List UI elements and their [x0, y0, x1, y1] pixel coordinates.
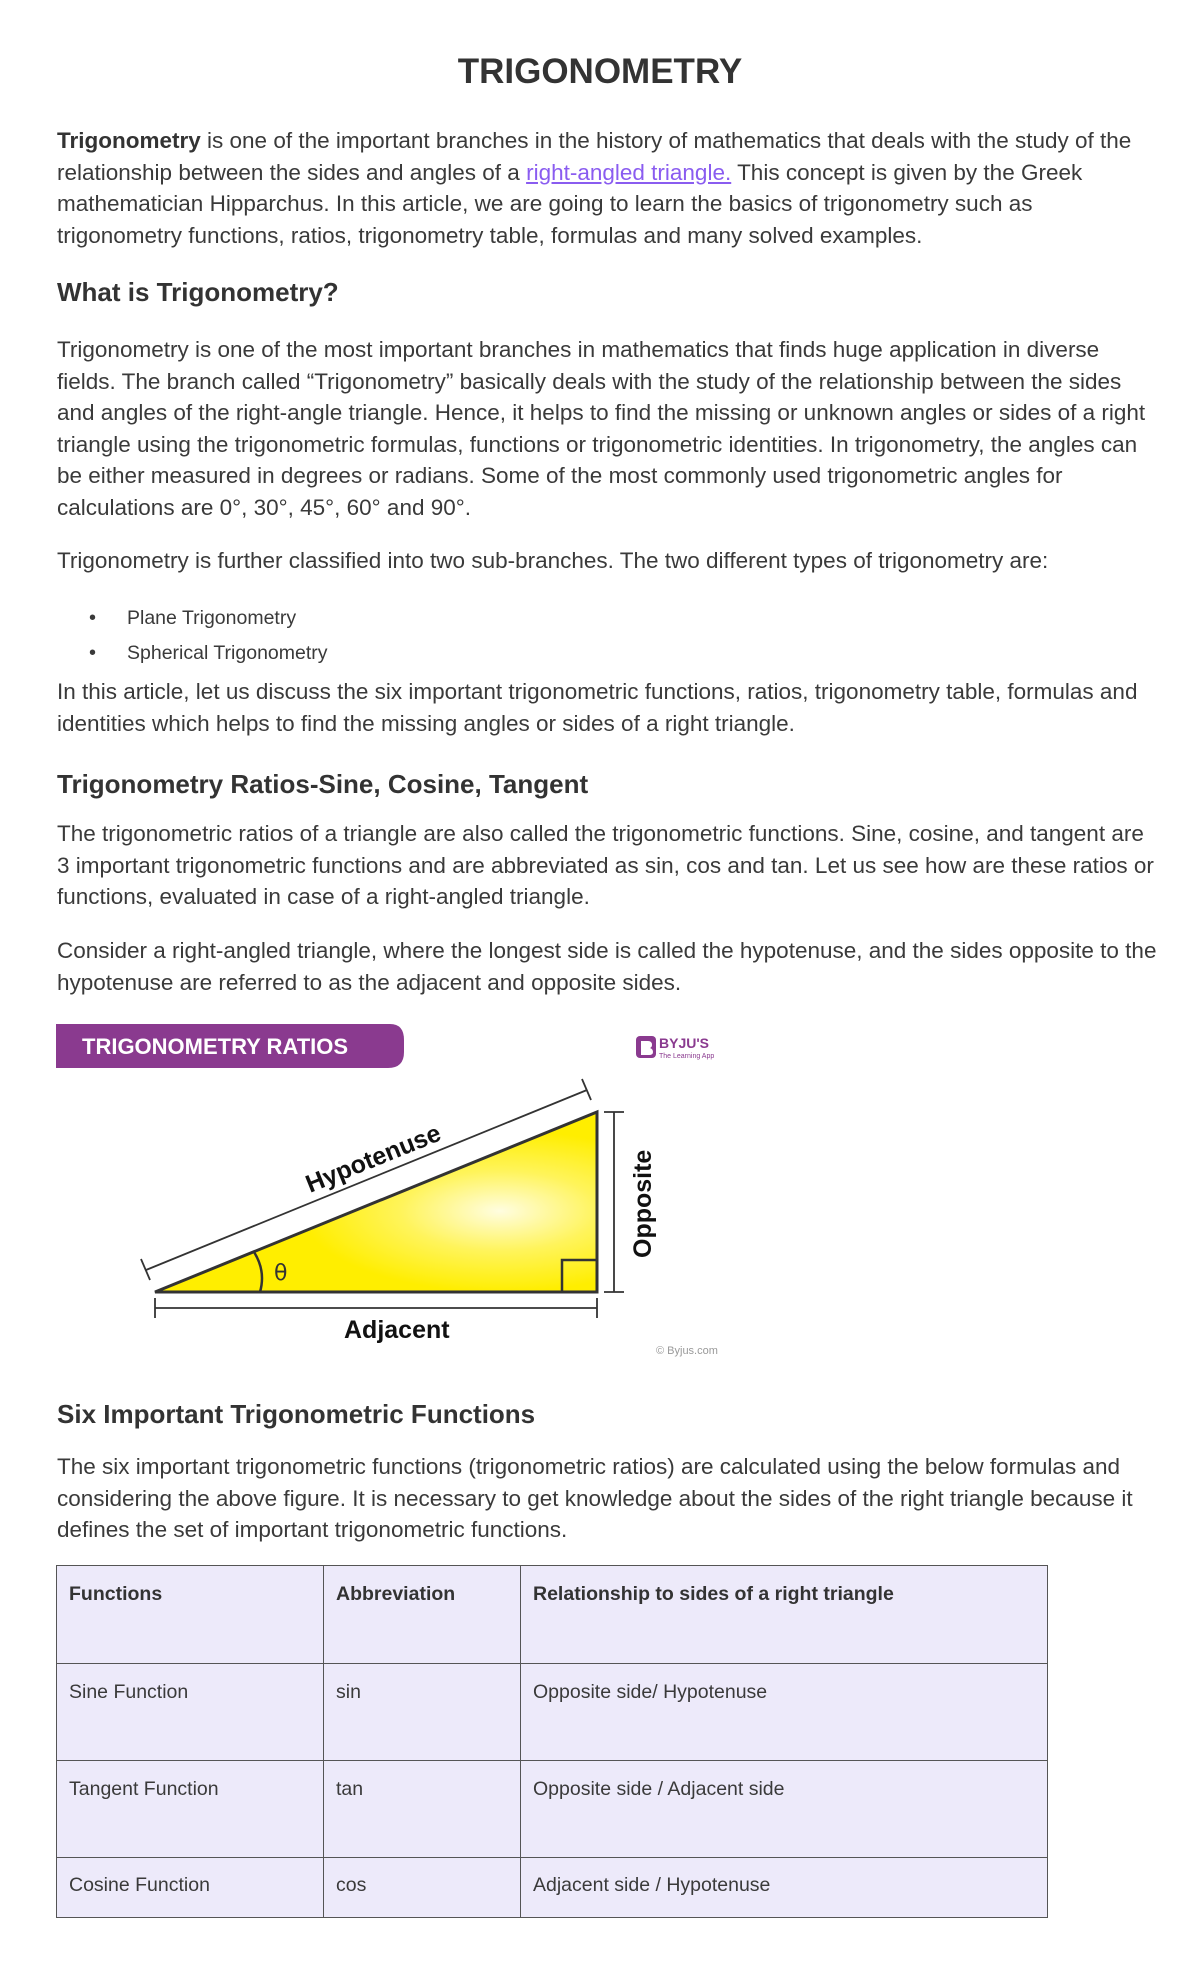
intro-text-b: This concept is given by the Greek mathematician Hipparchus. In this article, we are going to learn the basics of trigonometry such as trigonometry functions, ratios, trigonometry table, formulas and many solved examples.: [57, 159, 1083, 248]
opposite-label: Opposite: [629, 1149, 657, 1258]
table-cell: tan: [324, 1761, 521, 1858]
right-triangle: [155, 1112, 597, 1292]
intro-paragraph: [57, 125, 1157, 251]
brand-subtitle: The Learning App: [659, 1053, 715, 1060]
trig-functions-table: [56, 1565, 1048, 1918]
section1-paragraph-1: Trigonometry is one of the most important branches in mathematics that finds huge application in diverse fields. The branch called “Trigonometry” basically deals with the study of the relationship between the sides and angles of the right-angle triangle. Hence, it helps to find the missing or unknown angles or sides of a right triangle using the trigonometric formulas, functions or trigonometric identities. In trigonometry, the angles can be either measured in degrees or radians. Some of the most commonly used trigonometric angles for calculations are 0°, 30°, 45°, 60° and 90°.: [57, 337, 1146, 520]
table-header-cell: Functions: [57, 1566, 324, 1664]
section1-paragraph-2: Trigonometry is further classified into two sub-branches. The two different types of trigonometry are:: [57, 548, 1049, 573]
figure-banner-text: TRIGONOMETRY RATIOS: [82, 1034, 349, 1059]
section3-paragraph-1: The six important trigonometric functions (trigonometric ratios) are calculated using the below formulas and considering the above figure. It is necessary to get knowledge about the sides of the right triangle because it defines the set of important trigonometric functions.: [57, 1454, 1133, 1542]
table-cell: sin: [324, 1664, 521, 1761]
table-row: [57, 1664, 1048, 1761]
hypotenuse-label: Hypotenuse: [301, 1118, 445, 1199]
table-header-row: [57, 1566, 1048, 1664]
section-heading-six-functions: Six Important Trigonometric Functions: [57, 1399, 536, 1429]
list-item: • Plane Trigonometry: [57, 601, 328, 636]
table-cell: Adjacent side / Hypotenuse: [521, 1858, 1048, 1918]
copyright-text: © Byjus.com: [656, 1345, 718, 1357]
table-row: [57, 1761, 1048, 1858]
table-cell: Sine Function: [57, 1664, 324, 1761]
list-item: • Spherical Trigonometry: [57, 636, 328, 671]
table-header-cell: Abbreviation: [324, 1566, 521, 1664]
trig-types-list: [57, 601, 328, 671]
table-header-cell: Relationship to sides of a right triangle: [521, 1566, 1048, 1664]
intro-text-a: is one of the important branches in the history of mathematics that deals with the study of the relationship between the sides and angles of a: [57, 128, 1132, 185]
table-row: [57, 1858, 1048, 1918]
table-cell: Cosine Function: [57, 1858, 324, 1918]
table-cell: cos: [324, 1858, 521, 1918]
table-cell: Tangent Function: [57, 1761, 324, 1858]
intro-term: Trigonometry: [57, 128, 201, 153]
section2-paragraph-2: Consider a right-angled triangle, where the longest side is called the hypotenuse, and the sides opposite to the hypotenuse are referred to as the adjacent and opposite sides.: [57, 938, 1157, 995]
right-angled-triangle-link[interactable]: right-angled triangle.: [526, 159, 732, 185]
section2-paragraph-1: The trigonometric ratios of a triangle are also called the trigonometric functions. Sine, cosine, and tangent are 3 important trigonometric functions and are abbreviated as sin, cos and tan. Let us see how are these ratios or functions, evaluated in case of a right-angled triangle.: [57, 821, 1154, 909]
angle-theta: θ: [274, 1261, 288, 1286]
trigonometry-ratios-figure: [0, 1010, 760, 1390]
table-cell: Opposite side/ Hypotenuse: [521, 1664, 1048, 1761]
page-title: TRIGONOMETRY: [457, 52, 743, 91]
brand-name: BYJU'S: [659, 1035, 710, 1051]
table-cell: Opposite side / Adjacent side: [521, 1761, 1048, 1858]
section1-paragraph-3: In this article, let us discuss the six important trigonometric functions, ratios, trigonometry table, formulas and identities which helps to find the missing angles or sides of a right triangle.: [57, 679, 1138, 736]
adjacent-label: Adjacent: [344, 1316, 450, 1344]
section-heading-ratios: Trigonometry Ratios-Sine, Cosine, Tangent: [57, 769, 589, 799]
section-heading-what-is: What is Trigonometry?: [57, 277, 339, 307]
hypotenuse-tick-end: [582, 1079, 591, 1100]
